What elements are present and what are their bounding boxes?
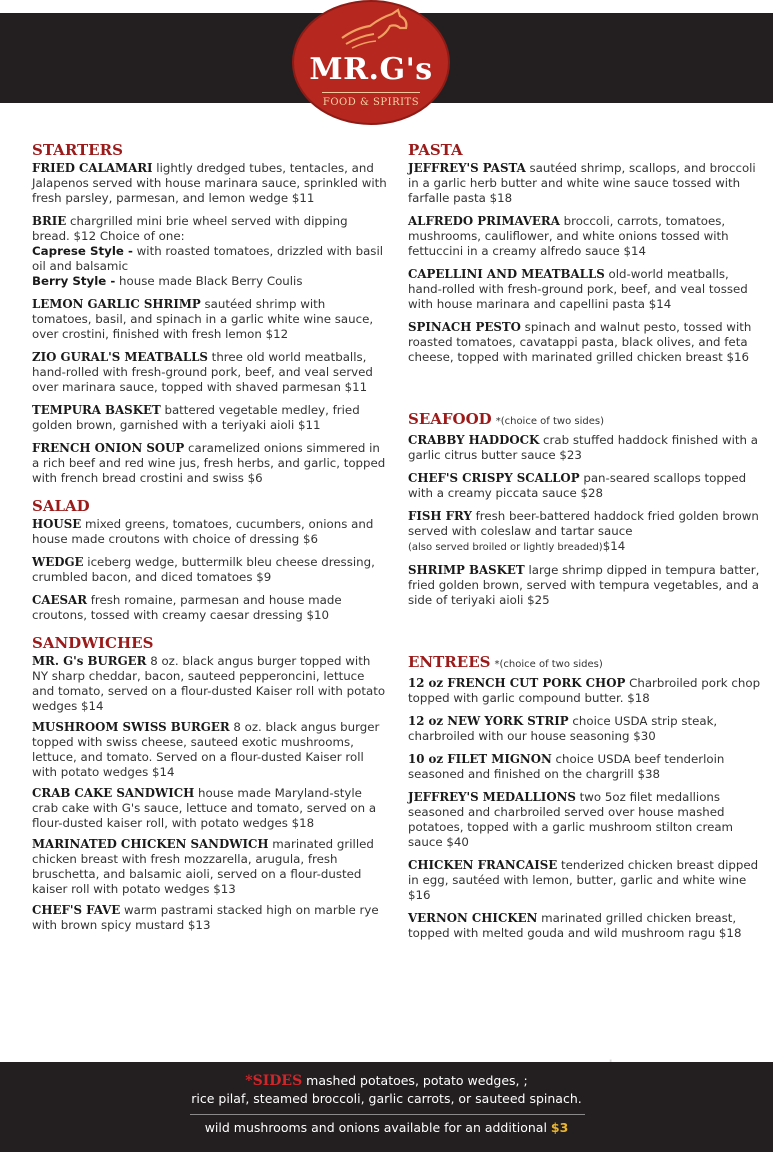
menu-item (32, 214, 388, 289)
logo-tagline: FOOD & SPIRITS (322, 97, 420, 108)
item-name: SPINACH PESTO (408, 320, 521, 334)
item-name: WEDGE (32, 555, 84, 569)
item-name: CHICKEN FRANCAISE (408, 858, 558, 872)
item-name: ZIO GURAL'S MEATBALLS (32, 350, 208, 364)
menu-item (408, 433, 764, 463)
menu-item (32, 350, 388, 395)
menu-item (32, 903, 388, 933)
sides-heading: *SIDES (245, 1073, 303, 1089)
item-description: tenderized chicken breast dipped in egg, sautéed with lemon, butter, garlic and white wine $16 (408, 858, 759, 902)
item-description: two 5oz filet medallions seasoned and charbroiled served over house mashed potatoes, topped with a garlic mushroom stilton cream sauce $40 (408, 790, 734, 849)
item-description: marinated grilled chicken breast, topped with melted gouda and wild mushroom ragu $18 (408, 911, 742, 940)
item-description: mixed greens, tomatoes, cucumbers, onions and house made croutons with choice of dressing $6 (32, 517, 374, 546)
fish-fry-price: $14 (602, 539, 626, 553)
brie-style-option (32, 274, 388, 289)
item-name: SHRIMP BASKET (408, 563, 525, 577)
menu-item (32, 161, 388, 206)
item-name: LEMON GARLIC SHRIMP (32, 297, 201, 311)
sides-line-1: mashed potatoes, potato wedges, ; (302, 1073, 528, 1088)
item-description: caramelized onions simmered in a rich beef and red wine jus, fresh herbs, and garlic, topped with french bread crostini and swiss $6 (32, 441, 386, 485)
menu-item (32, 720, 388, 780)
item-name: MARINATED CHICKEN SANDWICH (32, 837, 269, 851)
item-description: sautéed shrimp, scallops, and broccoli in a garlic herb butter and white wine sauce tossed with farfalle pasta $18 (408, 161, 756, 205)
right-column (408, 140, 764, 949)
item-description: choice USDA beef tenderloin seasoned and finished on the chargrill $38 (408, 752, 725, 781)
item-description: fresh romaine, parmesan and house made croutons, tossed with creamy caesar dressing $10 (32, 593, 342, 622)
item-name: JEFFREY'S MEDALLIONS (408, 790, 576, 804)
sides-band (0, 1062, 773, 1152)
logo-divider (322, 92, 420, 93)
style-name: Caprese Style - (32, 244, 133, 258)
item-name: ALFREDO PRIMAVERA (408, 214, 560, 228)
item-name: 12 oz FRENCH CUT PORK CHOP (408, 676, 626, 690)
section-heading-sandwiches: SANDWICHES (32, 634, 154, 652)
item-name: MR. G's BURGER (32, 654, 147, 668)
item-description: chargrilled mini brie wheel served with dipping bread. $12 Choice of one: (32, 214, 348, 243)
item-name: HOUSE (32, 517, 82, 531)
item-description: spinach and walnut pesto, tossed with roasted tomatoes, cavatappi pasta, black olives, and feta cheese, topped with marinated grilled chicken breast $16 (408, 320, 752, 364)
item-description: lightly dredged tubes, tentacles, and Jalapenos served with house marinara sauce, sprinkled with fresh parsley, parmesan, and lemon wedge $11 (32, 161, 387, 205)
entrees-note: *(choice of two sides) (494, 659, 603, 670)
item-description: choice USDA strip steak, charbroiled with our house seasoning $30 (408, 714, 718, 743)
left-column (32, 140, 388, 939)
menu-item (408, 471, 764, 501)
sides-list (0, 1072, 773, 1108)
section-heading-entrees (408, 652, 764, 675)
item-description: sautéed shrimp with tomatoes, basil, and spinach in a garlic white wine sauce, over crostini, finished with fresh lemon $12 (32, 297, 374, 341)
menu-item (408, 911, 764, 941)
item-name: FRENCH ONION SOUP (32, 441, 185, 455)
menu-item (408, 563, 764, 608)
item-description: large shrimp dipped in tempura batter, fried golden brown, served with tempura vegetables, and a side of teriyaki aioli $25 (408, 563, 760, 607)
item-description: marinated grilled chicken breast with fresh mozzarella, arugula, fresh bruschetta, and balsamic aioli, served on a flour-dusted kaiser roll with potato wedges $13 (32, 837, 374, 896)
item-name: CAPELLINI AND MEATBALLS (408, 267, 605, 281)
item-description: three old world meatballs, hand-rolled with fresh-ground pork, beef, and veal served over marinara sauce, topped with shaved parmesan $11 (32, 350, 373, 394)
item-description: pan-seared scallops topped with a creamy piccata sauce $28 (408, 471, 747, 500)
menu-item (408, 214, 764, 259)
menu-item (32, 517, 388, 547)
menu-item (32, 837, 388, 897)
fish-fry-option (408, 539, 764, 555)
item-description: warm pastrami stacked high on marble rye with brown spicy mustard $13 (32, 903, 379, 932)
brie-style-option (32, 244, 388, 274)
item-name: CRAB CAKE SANDWICH (32, 786, 195, 800)
menu-item (408, 320, 764, 365)
menu-item (32, 654, 388, 714)
restaurant-logo (292, 0, 450, 125)
menu-item (408, 714, 764, 744)
menu-item (408, 267, 764, 312)
menu-item (408, 676, 764, 706)
logo-name: MR.G's (309, 52, 433, 87)
item-description: 8 oz. black angus burger topped with NY sharp cheddar, bacon, sauteed pepperoncini, lettuce and tomato, served on a flour-dusted Kaiser roll with potato wedges $14 (32, 654, 386, 713)
item-name: CAESAR (32, 593, 88, 607)
item-description: old-world meatballs, hand-rolled with fresh-ground pork, beef, and veal tossed with house marinara and capellini pasta $14 (408, 267, 748, 311)
section-heading-salad: SALAD (32, 497, 90, 515)
item-name: CHEF'S CRISPY SCALLOP (408, 471, 580, 485)
item-description: broccoli, carrots, tomatoes, mushrooms, cauliflower, and white onions tossed with fettuccini in a creamy alfredo sauce $14 (408, 214, 729, 258)
fish-fry-note: (also served broiled or lightly breaded) (408, 542, 603, 553)
sides-divider (190, 1114, 585, 1115)
sides-line-2: rice pilaf, steamed broccoli, garlic carrots, or sauteed spinach. (191, 1091, 582, 1106)
menu-item (32, 403, 388, 433)
menu-item (408, 161, 764, 206)
item-name: BRIE (32, 214, 67, 228)
style-name: Berry Style - (32, 274, 116, 288)
item-description: fresh beer-battered haddock fried golden brown served with coleslaw and tartar sauce (408, 509, 759, 538)
item-name: FISH FRY (408, 509, 472, 523)
style-description: house made Black Berry Coulis (115, 274, 303, 288)
item-description: battered vegetable medley, fried golden brown, garnished with a teriyaki aioli $11 (32, 403, 360, 432)
item-name: 10 oz FILET MIGNON (408, 752, 552, 766)
item-name: JEFFREY'S PASTA (408, 161, 526, 175)
item-name: FRIED CALAMARI (32, 161, 153, 175)
item-description: Charbroiled pork chop topped with garlic compound butter. $18 (408, 676, 761, 705)
additional-price: $3 (550, 1120, 569, 1135)
item-name: 12 oz NEW YORK STRIP (408, 714, 569, 728)
menu-item (408, 790, 764, 850)
menu-item (32, 297, 388, 342)
additional-text: wild mushrooms and onions available for an additional (204, 1120, 551, 1135)
item-description: iceberg wedge, buttermilk bleu cheese dressing, crumbled bacon, and diced tomatoes $9 (32, 555, 375, 584)
item-name: MUSHROOM SWISS BURGER (32, 720, 230, 734)
section-heading-starters: STARTERS (32, 141, 123, 159)
seafood-note: *(choice of two sides) (495, 416, 604, 427)
menu-item (32, 441, 388, 486)
item-description: 8 oz. black angus burger topped with swiss cheese, sauteed exotic mushrooms, lettuce, and tomato. Served on a flour-dusted Kaiser roll with potato wedges $14 (32, 720, 380, 779)
item-name: VERNON CHICKEN (408, 911, 538, 925)
item-name: TEMPURA BASKET (32, 403, 161, 417)
seafood-title: SEAFOOD (408, 410, 492, 428)
menu-item (32, 786, 388, 831)
item-name: CHEF'S FAVE (32, 903, 121, 917)
menu-item (408, 752, 764, 782)
item-description: house made Maryland-style crab cake with G's sauce, lettuce and tomato, served on a flour-dusted kaiser roll, with potato wedges $18 (32, 786, 377, 830)
menu-item (408, 858, 764, 903)
section-heading-pasta: PASTA (408, 141, 463, 159)
horse-icon (338, 8, 410, 50)
additional-note (0, 1120, 773, 1135)
menu-item (408, 509, 764, 555)
menu-item (32, 593, 388, 623)
item-name: CRABBY HADDOCK (408, 433, 540, 447)
section-heading-seafood (408, 409, 764, 432)
style-description: with roasted tomatoes, drizzled with basil oil and balsamic (32, 244, 384, 273)
item-description: crab stuffed haddock finished with a garlic citrus butter sauce $23 (408, 433, 759, 462)
menu-item (32, 555, 388, 585)
entrees-title: ENTREES (408, 653, 491, 671)
